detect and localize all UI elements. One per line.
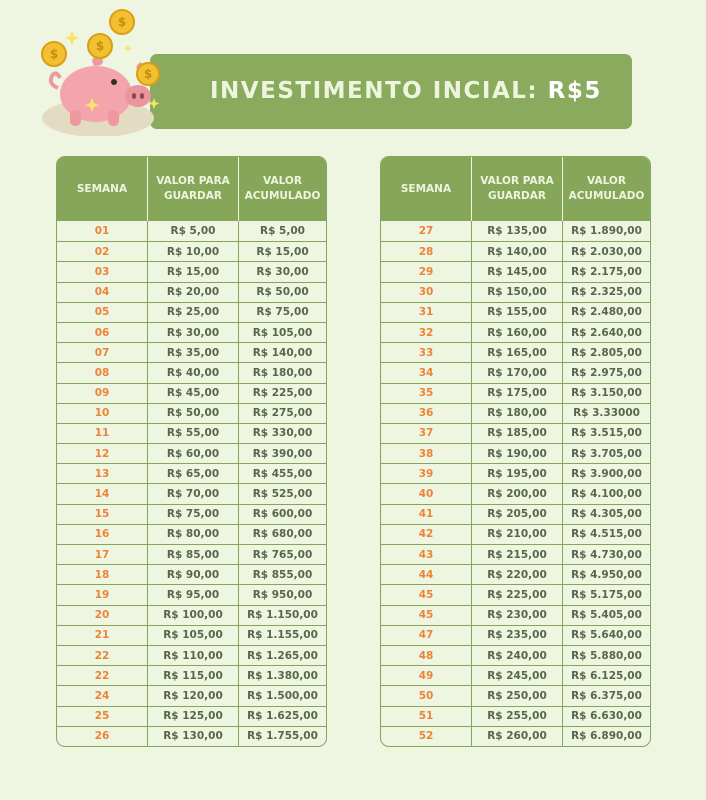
accumulated-cell: R$ 3.150,00 [562, 384, 650, 403]
week-cell: 18 [94, 568, 110, 581]
table-row [57, 706, 326, 726]
amount-to-save-cell: R$ 195,00 [471, 464, 562, 483]
amount-to-save-cell: R$ 95,00 [147, 585, 238, 604]
accumulated-cell: R$ 15,00 [238, 242, 326, 261]
week-cell: 20 [94, 609, 110, 622]
table-row [381, 524, 650, 544]
table-row [381, 423, 650, 443]
amount-to-save-cell: R$ 210,00 [471, 525, 562, 544]
accumulated-cell: R$ 600,00 [238, 505, 326, 524]
accumulated-cell: R$ 1.150,00 [238, 606, 326, 625]
week-cell: 05 [94, 306, 110, 319]
amount-to-save-cell: R$ 15,00 [147, 262, 238, 281]
week-cell: 27 [418, 225, 434, 238]
header-accumulated: VALOR ACUMULADO [238, 157, 326, 221]
week-cell: 22 [94, 669, 110, 682]
table-row [57, 383, 326, 403]
table-row [57, 584, 326, 604]
table-row [57, 524, 326, 544]
amount-to-save-cell: R$ 55,00 [147, 424, 238, 443]
week-cell: 35 [418, 387, 434, 400]
amount-to-save-cell: R$ 215,00 [471, 545, 562, 564]
table-row [381, 544, 650, 564]
piggy-bank-with-coins-icon [36, 6, 166, 136]
week-cell: 41 [418, 508, 434, 521]
amount-to-save-cell: R$ 120,00 [147, 686, 238, 705]
week-cell: 31 [418, 306, 434, 319]
table-row [57, 605, 326, 625]
accumulated-cell: R$ 275,00 [238, 404, 326, 423]
banner-title [210, 54, 602, 129]
week-cell: 01 [94, 225, 110, 238]
accumulated-cell: R$ 6.890,00 [562, 727, 650, 746]
week-cell: 40 [418, 488, 434, 501]
accumulated-cell: R$ 1.155,00 [238, 626, 326, 645]
amount-to-save-cell: R$ 35,00 [147, 343, 238, 362]
week-cell: 45 [418, 609, 434, 622]
accumulated-cell: R$ 1.500,00 [238, 686, 326, 705]
accumulated-cell: R$ 5,00 [238, 221, 326, 241]
amount-to-save-cell: R$ 150,00 [471, 283, 562, 302]
week-cell: 02 [94, 245, 110, 258]
table-row [57, 665, 326, 685]
amount-to-save-cell: R$ 90,00 [147, 565, 238, 584]
table-row [57, 261, 326, 281]
accumulated-cell: R$ 1.265,00 [238, 646, 326, 665]
week-cell: 12 [94, 447, 110, 460]
week-cell: 37 [418, 427, 434, 440]
amount-to-save-cell: R$ 30,00 [147, 323, 238, 342]
amount-to-save-cell: R$ 80,00 [147, 525, 238, 544]
amount-to-save-cell: R$ 185,00 [471, 424, 562, 443]
accumulated-cell: R$ 1.755,00 [238, 727, 326, 746]
table-row [381, 584, 650, 604]
amount-to-save-cell: R$ 10,00 [147, 242, 238, 261]
table-row [381, 625, 650, 645]
week-cell: 51 [418, 710, 434, 723]
amount-to-save-cell: R$ 200,00 [471, 484, 562, 503]
accumulated-cell: R$ 3.33000 [562, 404, 650, 423]
accumulated-cell: R$ 4.100,00 [562, 484, 650, 503]
accumulated-cell: R$ 765,00 [238, 545, 326, 564]
svg-text:$: $ [117, 15, 127, 29]
table-row [57, 625, 326, 645]
amount-to-save-cell: R$ 180,00 [471, 404, 562, 423]
accumulated-cell: R$ 2.975,00 [562, 363, 650, 382]
accumulated-cell: R$ 4.950,00 [562, 565, 650, 584]
week-cell: 42 [418, 528, 434, 541]
accumulated-cell: R$ 75,00 [238, 303, 326, 322]
amount-to-save-cell: R$ 170,00 [471, 363, 562, 382]
accumulated-cell: R$ 140,00 [238, 343, 326, 362]
week-cell: 19 [94, 588, 110, 601]
table-row [57, 564, 326, 584]
accumulated-cell: R$ 4.305,00 [562, 505, 650, 524]
banner-title-text: INVESTIMENTO INCIAL: [210, 78, 548, 104]
amount-to-save-cell: R$ 145,00 [471, 262, 562, 281]
accumulated-cell: R$ 5.175,00 [562, 585, 650, 604]
week-cell: 22 [94, 649, 110, 662]
amount-to-save-cell: R$ 40,00 [147, 363, 238, 382]
table-row [381, 483, 650, 503]
title-banner [150, 54, 632, 129]
amount-to-save-cell: R$ 225,00 [471, 585, 562, 604]
week-cell: 03 [94, 265, 110, 278]
initial-amount: R$5 [547, 78, 602, 104]
svg-text:$: $ [49, 47, 59, 61]
table-row [381, 504, 650, 524]
week-cell: 08 [94, 366, 110, 379]
header-amount-to-save: VALOR PARA GUARDAR [471, 157, 562, 221]
accumulated-cell: R$ 3.705,00 [562, 444, 650, 463]
week-cell: 15 [94, 508, 110, 521]
week-cell: 06 [94, 326, 110, 339]
amount-to-save-cell: R$ 260,00 [471, 727, 562, 746]
table-row [381, 685, 650, 705]
amount-to-save-cell: R$ 235,00 [471, 626, 562, 645]
week-cell: 26 [94, 730, 110, 743]
accumulated-cell: R$ 1.625,00 [238, 707, 326, 726]
amount-to-save-cell: R$ 190,00 [471, 444, 562, 463]
accumulated-cell: R$ 2.805,00 [562, 343, 650, 362]
amount-to-save-cell: R$ 220,00 [471, 565, 562, 584]
table-header [381, 157, 650, 221]
accumulated-cell: R$ 1.380,00 [238, 666, 326, 685]
accumulated-cell: R$ 3.900,00 [562, 464, 650, 483]
table-row [381, 261, 650, 281]
amount-to-save-cell: R$ 130,00 [147, 727, 238, 746]
accumulated-cell: R$ 4.515,00 [562, 525, 650, 544]
table-row [57, 362, 326, 382]
accumulated-cell: R$ 2.030,00 [562, 242, 650, 261]
header-accumulated: VALOR ACUMULADO [562, 157, 650, 221]
amount-to-save-cell: R$ 110,00 [147, 646, 238, 665]
table-row [57, 342, 326, 362]
table-row [57, 221, 326, 241]
amount-to-save-cell: R$ 135,00 [471, 221, 562, 241]
amount-to-save-cell: R$ 160,00 [471, 323, 562, 342]
amount-to-save-cell: R$ 65,00 [147, 464, 238, 483]
accumulated-cell: R$ 6.375,00 [562, 686, 650, 705]
amount-to-save-cell: R$ 125,00 [147, 707, 238, 726]
amount-to-save-cell: R$ 45,00 [147, 384, 238, 403]
header-week: SEMANA [400, 182, 452, 195]
amount-to-save-cell: R$ 250,00 [471, 686, 562, 705]
amount-to-save-cell: R$ 255,00 [471, 707, 562, 726]
table-row [381, 282, 650, 302]
accumulated-cell: R$ 390,00 [238, 444, 326, 463]
amount-to-save-cell: R$ 230,00 [471, 606, 562, 625]
table-row [381, 342, 650, 362]
week-cell: 29 [418, 265, 434, 278]
week-cell: 25 [94, 710, 110, 723]
table-row [381, 726, 650, 746]
week-cell: 49 [418, 669, 434, 682]
amount-to-save-cell: R$ 100,00 [147, 606, 238, 625]
accumulated-cell: R$ 680,00 [238, 525, 326, 544]
accumulated-cell: R$ 2.325,00 [562, 283, 650, 302]
header-amount-to-save: VALOR PARA GUARDAR [147, 157, 238, 221]
week-cell: 32 [418, 326, 434, 339]
week-cell: 38 [418, 447, 434, 460]
week-cell: 34 [418, 366, 434, 379]
table-row [57, 443, 326, 463]
week-cell: 28 [418, 245, 434, 258]
accumulated-cell: R$ 5.405,00 [562, 606, 650, 625]
week-cell: 44 [418, 568, 434, 581]
svg-text:$: $ [143, 67, 153, 81]
accumulated-cell: R$ 2.640,00 [562, 323, 650, 342]
accumulated-cell: R$ 3.515,00 [562, 424, 650, 443]
accumulated-cell: R$ 180,00 [238, 363, 326, 382]
accumulated-cell: R$ 225,00 [238, 384, 326, 403]
amount-to-save-cell: R$ 75,00 [147, 505, 238, 524]
week-cell: 47 [418, 629, 434, 642]
table-row [57, 504, 326, 524]
table-row [381, 322, 650, 342]
week-cell: 07 [94, 346, 110, 359]
amount-to-save-cell: R$ 20,00 [147, 283, 238, 302]
amount-to-save-cell: R$ 240,00 [471, 646, 562, 665]
week-cell: 24 [94, 689, 110, 702]
table-row [57, 322, 326, 342]
week-cell: 09 [94, 387, 110, 400]
week-cell: 43 [418, 548, 434, 561]
table-row [381, 463, 650, 483]
week-cell: 11 [94, 427, 110, 440]
table-row [381, 706, 650, 726]
accumulated-cell: R$ 525,00 [238, 484, 326, 503]
week-cell: 45 [418, 588, 434, 601]
week-cell: 10 [94, 407, 110, 420]
week-cell: 16 [94, 528, 110, 541]
week-cell: 21 [94, 629, 110, 642]
table-row [57, 544, 326, 564]
week-cell: 04 [94, 286, 110, 299]
header-week: SEMANA [76, 182, 128, 195]
amount-to-save-cell: R$ 25,00 [147, 303, 238, 322]
table-row [57, 403, 326, 423]
table-row [57, 282, 326, 302]
amount-to-save-cell: R$ 165,00 [471, 343, 562, 362]
accumulated-cell: R$ 2.175,00 [562, 262, 650, 281]
svg-text:$: $ [95, 39, 105, 53]
table-row [381, 241, 650, 261]
amount-to-save-cell: R$ 5,00 [147, 221, 238, 241]
week-cell: 30 [418, 286, 434, 299]
accumulated-cell: R$ 455,00 [238, 464, 326, 483]
amount-to-save-cell: R$ 245,00 [471, 666, 562, 685]
table-row [381, 564, 650, 584]
table-row [381, 383, 650, 403]
week-cell: 14 [94, 488, 110, 501]
table-row [57, 423, 326, 443]
table-row [381, 403, 650, 423]
table-row [57, 726, 326, 746]
amount-to-save-cell: R$ 85,00 [147, 545, 238, 564]
table-row [381, 302, 650, 322]
amount-to-save-cell: R$ 105,00 [147, 626, 238, 645]
table-row [381, 645, 650, 665]
amount-to-save-cell: R$ 50,00 [147, 404, 238, 423]
table-row [57, 483, 326, 503]
accumulated-cell: R$ 6.125,00 [562, 666, 650, 685]
table-row [57, 685, 326, 705]
table-row [381, 665, 650, 685]
savings-table-weeks-1-26 [56, 156, 327, 747]
table-row [381, 605, 650, 625]
accumulated-cell: R$ 330,00 [238, 424, 326, 443]
table-header [57, 157, 326, 221]
table-row [57, 241, 326, 261]
amount-to-save-cell: R$ 60,00 [147, 444, 238, 463]
amount-to-save-cell: R$ 70,00 [147, 484, 238, 503]
week-cell: 36 [418, 407, 434, 420]
amount-to-save-cell: R$ 175,00 [471, 384, 562, 403]
accumulated-cell: R$ 50,00 [238, 283, 326, 302]
week-cell: 13 [94, 467, 110, 480]
week-cell: 33 [418, 346, 434, 359]
amount-to-save-cell: R$ 140,00 [471, 242, 562, 261]
table-row [381, 221, 650, 241]
accumulated-cell: R$ 6.630,00 [562, 707, 650, 726]
amount-to-save-cell: R$ 115,00 [147, 666, 238, 685]
accumulated-cell: R$ 5.880,00 [562, 646, 650, 665]
table-row [57, 302, 326, 322]
savings-table-weeks-27-52 [380, 156, 651, 747]
accumulated-cell: R$ 855,00 [238, 565, 326, 584]
accumulated-cell: R$ 950,00 [238, 585, 326, 604]
week-cell: 48 [418, 649, 434, 662]
accumulated-cell: R$ 30,00 [238, 262, 326, 281]
accumulated-cell: R$ 1.890,00 [562, 221, 650, 241]
table-row [381, 443, 650, 463]
table-row [381, 362, 650, 382]
week-cell: 50 [418, 689, 434, 702]
week-cell: 52 [418, 730, 434, 743]
accumulated-cell: R$ 5.640,00 [562, 626, 650, 645]
amount-to-save-cell: R$ 155,00 [471, 303, 562, 322]
accumulated-cell: R$ 4.730,00 [562, 545, 650, 564]
week-cell: 39 [418, 467, 434, 480]
accumulated-cell: R$ 105,00 [238, 323, 326, 342]
accumulated-cell: R$ 2.480,00 [562, 303, 650, 322]
week-cell: 17 [94, 548, 110, 561]
table-row [57, 645, 326, 665]
amount-to-save-cell: R$ 205,00 [471, 505, 562, 524]
table-row [57, 463, 326, 483]
